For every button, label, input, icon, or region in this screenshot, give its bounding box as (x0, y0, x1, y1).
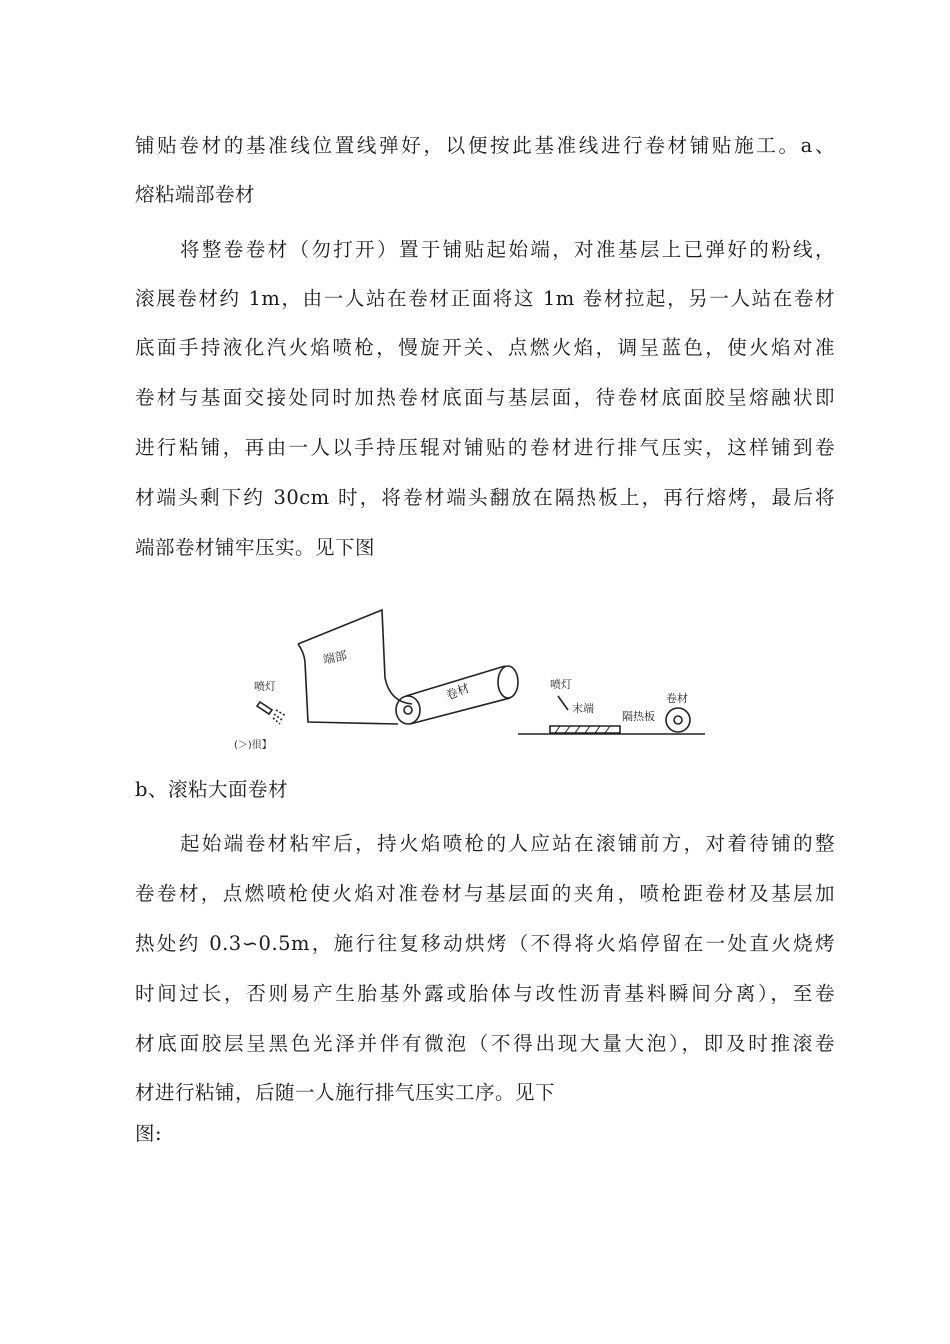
torch-icon (257, 702, 272, 714)
heading-a: 熔粘端部卷材 (135, 183, 256, 206)
text-line: 卷材与基面交接处同时加热卷材底面与基层面，待卷材底面胶呈熔融状即 (135, 386, 835, 409)
text-line: 滚展卷材约 1m，由一人站在卷材正面将这 1m 卷材拉起，另一人站在卷材 (135, 287, 835, 310)
text-line: 卷卷材，点燃喷枪使火焰对准卷材与基层面的夹角，喷枪距卷材及基层加 (135, 882, 835, 905)
text-line: 热处约 0.3∽0.5m，施行往复移动烘烤（不得将火焰停留在一处直火烧烤 (135, 932, 835, 955)
label-end-left: 端部 (321, 648, 349, 667)
text-line: 起始端卷材粘牢后，持火焰喷枪的人应站在滚铺前方，对着待铺的整 (180, 832, 835, 855)
text-line: 材端头剩下约 30cm 时，将卷材端头翻放在隔热板上，再行熔烤，最后将 (135, 486, 835, 509)
text-line: 底面手持液化汽火焰喷枪，慢旋开关、点燃火焰，调呈蓝色，使火焰对准 (135, 336, 835, 359)
text-line: 将整卷卷材（勿打开）置于铺贴起始端，对准基层上已弹好的粉线， (180, 238, 835, 261)
text-line: 图: (135, 1122, 163, 1145)
figure-illustration (220, 592, 720, 762)
label-board-right: 隔热板 (622, 710, 655, 723)
label-end-right: 末端 (572, 702, 594, 715)
diagram-svg (220, 592, 720, 762)
text-line: 材底面胶层呈黑色光泽并伴有微泡（不得出现大量大泡），即及时推滚卷 (135, 1032, 835, 1055)
text-line: 材进行粘铺，后随一人施行排气压实工序。见下 (135, 1081, 556, 1104)
caption-left: (＞)很】 (234, 740, 272, 751)
label-roll-left: 卷材 (443, 680, 472, 703)
lifted-sheet (298, 610, 412, 704)
label-torch-right: 喷灯 (550, 678, 572, 691)
text-line: 铺贴卷材的基准线位置线弹好，以便按此基准线进行卷材铺贴施工。a、 (135, 134, 835, 157)
label-torch-left: 喷灯 (254, 680, 276, 693)
roll-right (666, 708, 690, 732)
text-line: 进行粘铺，再由一人以手持压辊对铺贴的卷材进行排气压实，这样铺到卷 (135, 436, 835, 459)
text-line: 端部卷材铺牢压实。见下图 (135, 536, 376, 559)
label-roll-right: 卷材 (666, 692, 688, 705)
text-line: 时间过长，否则易产生胎基外露或胎体与改性沥青基料瞬间分离），至卷 (135, 982, 835, 1005)
torch-right-icon (558, 696, 568, 710)
heading-b: b、滚粘大面卷材 (135, 778, 288, 801)
